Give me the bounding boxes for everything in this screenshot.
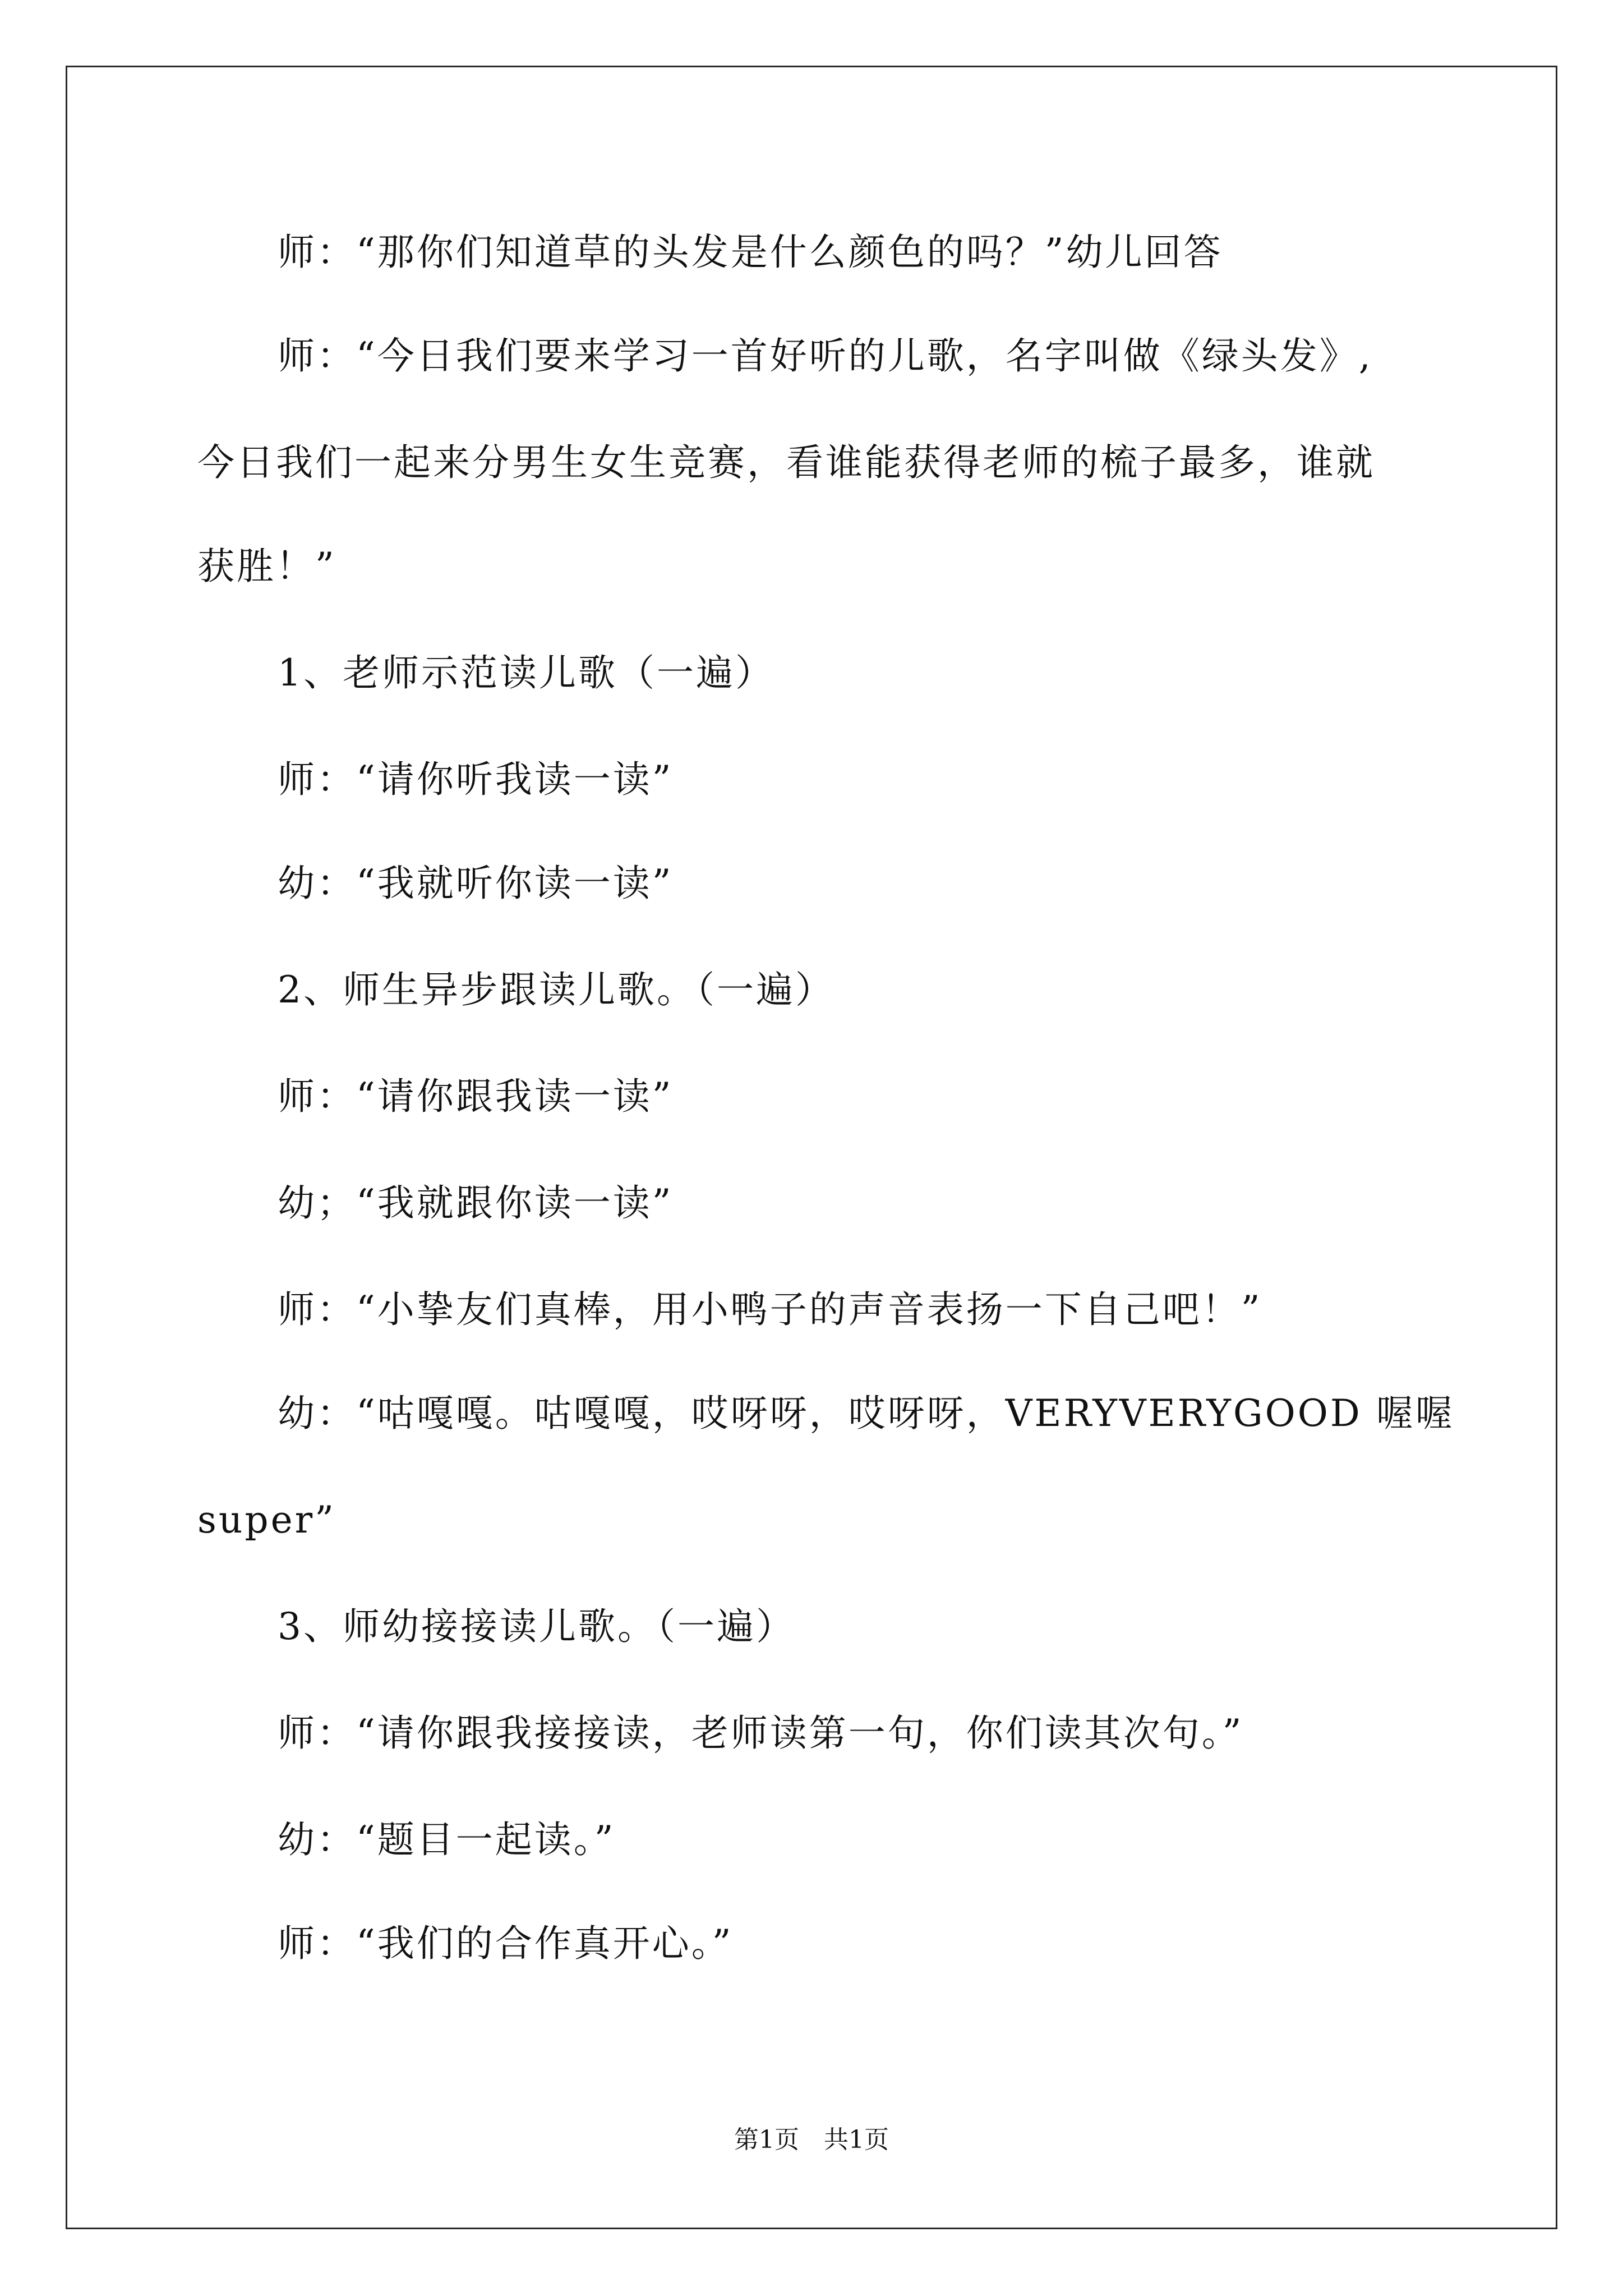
text-line-10: 幼；“我就跟你读一读” — [278, 1181, 674, 1225]
text-line-14: 3、师幼接接读儿歌。（一遍） — [278, 1605, 795, 1648]
page-footer: 第1页 共1页 — [734, 2125, 889, 2154]
text-line-2: 师：“今日我们要来学习一首好听的儿歌，名字叫做《绿头发》, — [278, 334, 1373, 378]
text-line-4: 获胜！” — [197, 545, 336, 588]
text-line-9: 师：“请你跟我读一读” — [278, 1075, 674, 1118]
text-line-16: 幼：“题目一起读。” — [278, 1818, 616, 1861]
text-line-7: 幼：“我就听你读一读” — [278, 862, 674, 905]
page-border — [66, 66, 1557, 2229]
text-line-8: 2、师生异步跟读儿歌。（一遍） — [278, 968, 834, 1011]
text-line-6: 师：“请你听我读一读” — [278, 758, 674, 801]
text-line-1: 师：“那你们知道草的头发是什么颜色的吗？”幼儿回答 — [278, 231, 1223, 274]
text-line-15: 师：“请你跟我接接读，老师读第一句，你们读其次句。” — [278, 1711, 1244, 1755]
text-line-12: 幼：“咕嘎嘎。咕嘎嘎，哎呀呀，哎呀呀，VERYVERYGOOD 喔喔 — [278, 1392, 1455, 1435]
text-line-5: 1、老师示范读儿歌（一遍） — [278, 651, 774, 694]
text-line-3: 今日我们一起来分男生女生竞赛，看谁能获得老师的梳子最多，谁就 — [197, 441, 1375, 484]
text-line-11: 师：“小挚友们真棒，用小鸭子的声音表扬一下自己吧！” — [278, 1288, 1262, 1331]
text-line-13: super” — [197, 1498, 336, 1542]
text-line-17: 师：“我们的合作真开心。” — [278, 1922, 734, 1965]
